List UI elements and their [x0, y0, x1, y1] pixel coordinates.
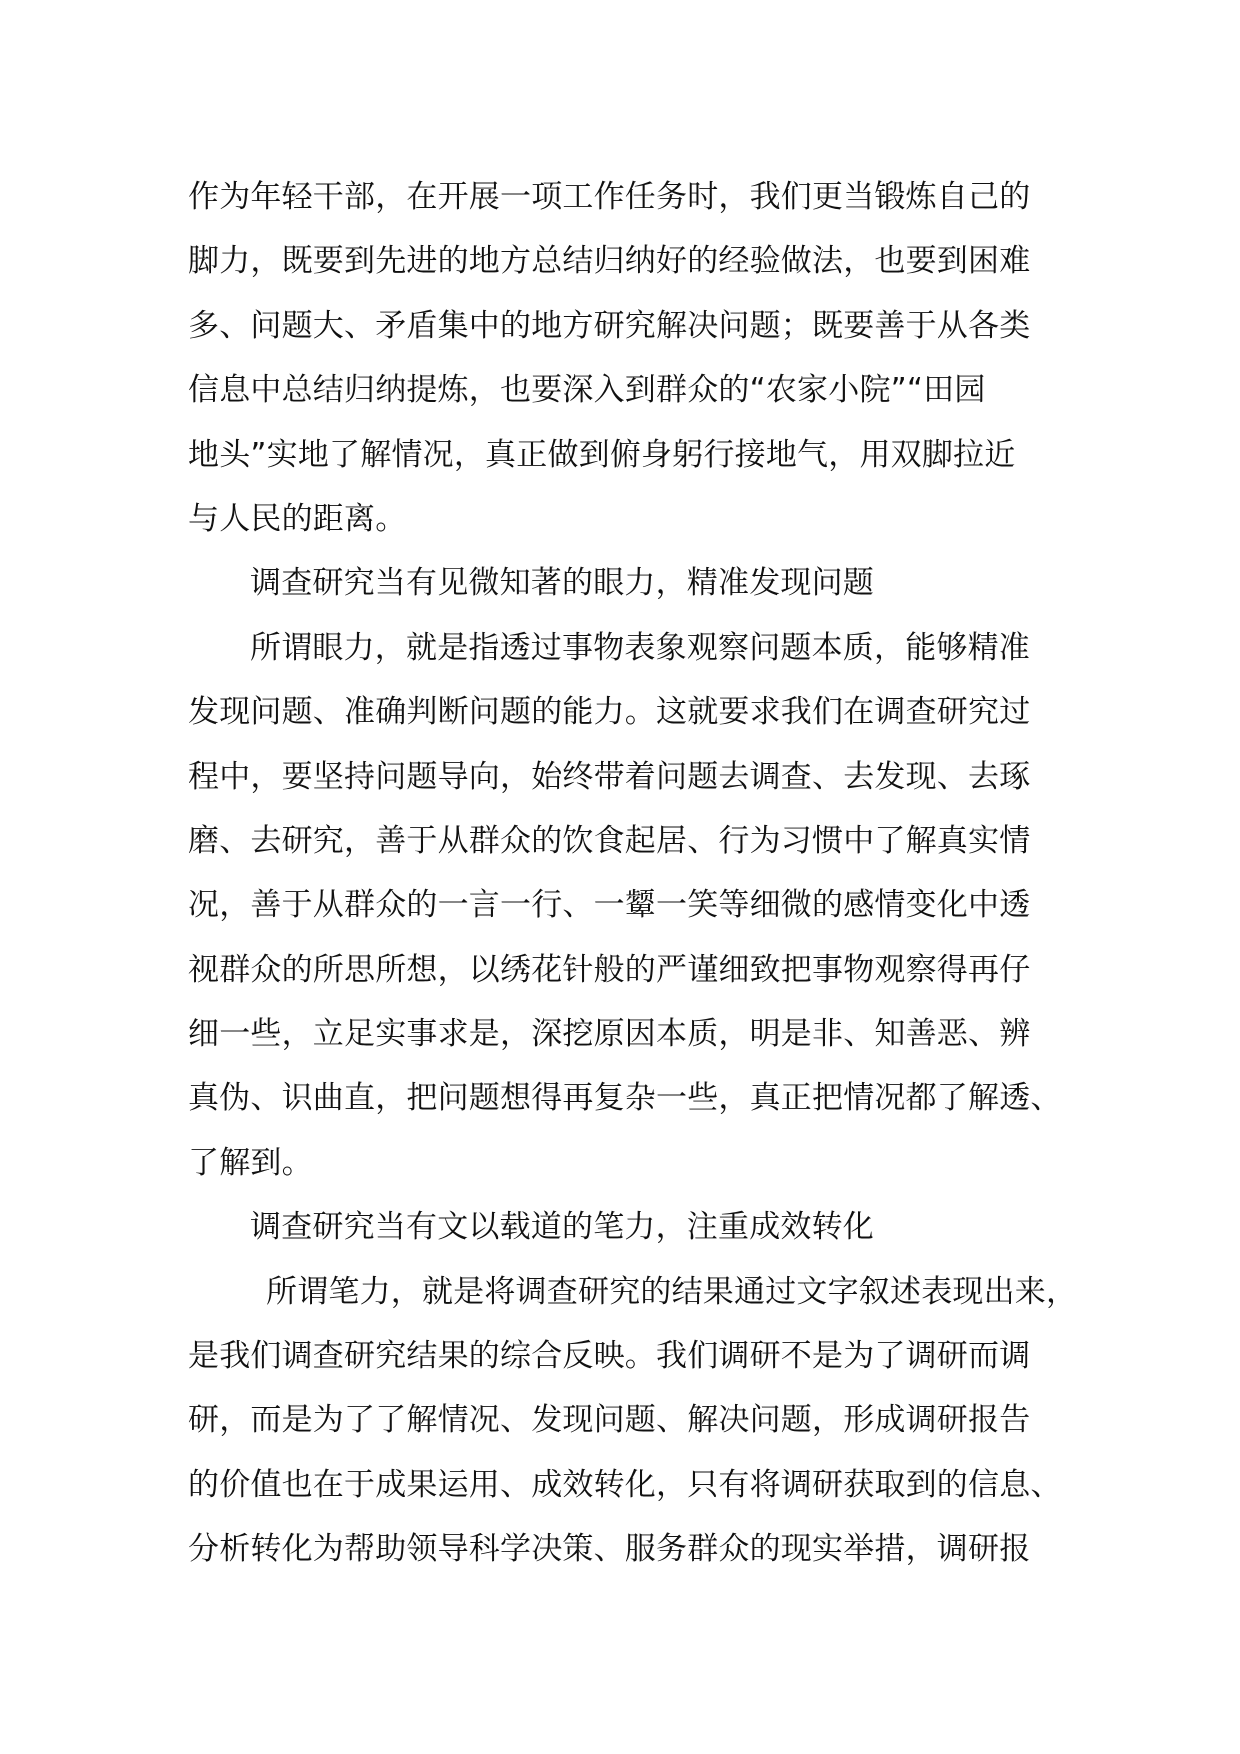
paragraph-line: 程中，要坚持问题导向，始终带着问题去调查、去发现、去琢 [188, 758, 1031, 795]
paragraph-line: 的价值也在于成果运用、成效转化，只有将调研获取到的信息、 [188, 1466, 1062, 1503]
paragraph-line: 细一些，立足实事求是，深挖原因本质，明是非、知善恶、辨 [188, 1016, 1031, 1053]
document-body [188, 165, 1078, 1582]
paragraph-line: 信息中总结归纳提炼，也要深入到群众的“农家小院”“田园 [188, 372, 986, 409]
paragraph-line: 脚力，既要到先进的地方总结归纳好的经验做法，也要到困难 [188, 243, 1031, 280]
paragraph-line: 分析转化为帮助领导科学决策、服务群众的现实举措，调研报 [188, 1531, 1031, 1568]
paragraph-line: 研，而是为了了解情况、发现问题、解决问题，形成调研报告 [188, 1402, 1031, 1439]
paragraph-line: 发现问题、准确判断问题的能力。这就要求我们在调查研究过 [188, 694, 1031, 731]
paragraph-line: 了解到。 [188, 1144, 313, 1181]
paragraph-line: 所谓笔力，就是将调查研究的结果通过文字叙述表现出来， [266, 1273, 1078, 1310]
paragraph-line: 况，善于从群众的一言一行、一颦一笑等细微的感情变化中透 [188, 887, 1031, 924]
paragraph-line: 真伪、识曲直，把问题想得再复杂一些，真正把情况都了解透、 [188, 1080, 1062, 1117]
paragraph-line: 视群众的所思所想，以绣花针般的严谨细致把事物观察得再仔 [188, 951, 1031, 988]
paragraph-line: 是我们调查研究结果的综合反映。我们调研不是为了调研而调 [188, 1338, 1031, 1375]
paragraph-line: 与人民的距离。 [188, 500, 407, 537]
paragraph-line: 作为年轻干部，在开展一项工作任务时，我们更当锻炼自己的 [188, 179, 1031, 215]
section-heading: 调查研究当有文以载道的笔力，注重成效转化 [250, 1209, 874, 1246]
paragraph-line: 磨、去研究，善于从群众的饮食起居、行为习惯中了解真实情 [188, 822, 1031, 859]
paragraph-line: 所谓眼力，就是指透过事物表象观察问题本质，能够精准 [250, 629, 1030, 666]
paragraph-line: 地头”实地了解情况，真正做到俯身躬行接地气，用双脚拉近 [188, 436, 1016, 473]
paragraph-line: 多、问题大、矛盾集中的地方研究解决问题；既要善于从各类 [188, 307, 1031, 344]
section-heading: 调查研究当有见微知著的眼力，精准发现问题 [250, 565, 874, 602]
